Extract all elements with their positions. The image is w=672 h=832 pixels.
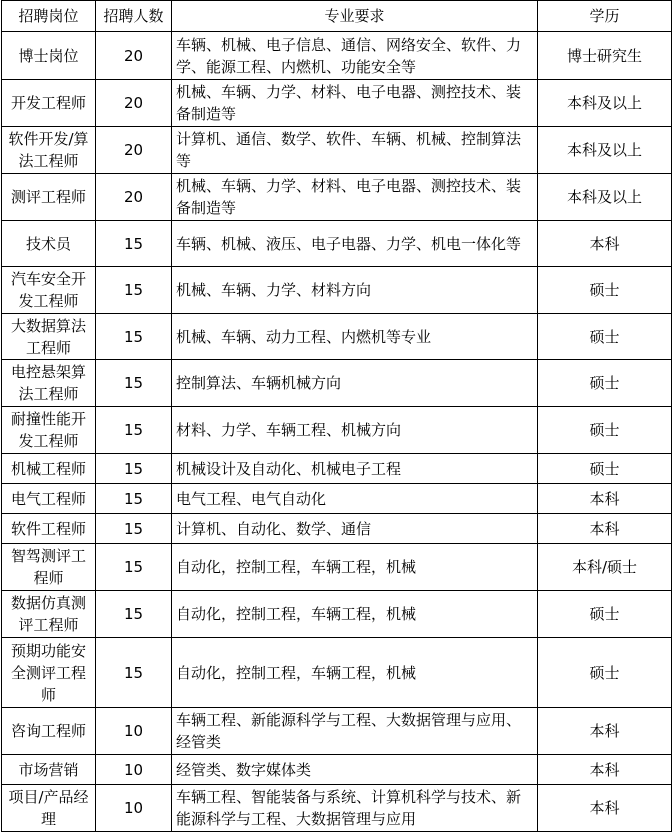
major-cell: 车辆、机械、液压、电子电器、力学、机电一体化等: [172, 221, 538, 267]
position-cell: 智驾测评工程师: [2, 544, 96, 591]
position-cell: 机械工程师: [2, 454, 96, 484]
count-cell: 15: [96, 360, 172, 407]
header-degree: 学历: [538, 1, 672, 32]
major-cell: 电气工程、电气自动化: [172, 484, 538, 514]
table-row: [2, 638, 672, 708]
count-cell: 15: [96, 407, 172, 454]
major-cell: 自动化，控制工程，车辆工程，机械: [172, 638, 538, 708]
header-count: 招聘人数: [96, 1, 172, 32]
position-cell: 数据仿真测评工程师: [2, 591, 96, 638]
count-cell: 15: [96, 221, 172, 267]
degree-cell: 本科/硕士: [538, 544, 672, 591]
table-row: [2, 454, 672, 484]
count-cell: 15: [96, 514, 172, 544]
major-cell: 车辆工程、智能装备与系统、计算机科学与技术、新能源科学与工程、大数据管理与应用: [172, 785, 538, 832]
count-cell: 15: [96, 454, 172, 484]
major-cell: 机械、车辆、动力工程、内燃机等专业: [172, 314, 538, 360]
position-cell: 大数据算法工程师: [2, 314, 96, 360]
major-cell: 自动化，控制工程，车辆工程，机械: [172, 544, 538, 591]
position-cell: 软件开发/算法工程师: [2, 127, 96, 174]
count-cell: 15: [96, 591, 172, 638]
table-row: [2, 127, 672, 174]
major-cell: 计算机、通信、数学、软件、车辆、机械、控制算法等: [172, 127, 538, 174]
degree-cell: 硕士: [538, 360, 672, 407]
degree-cell: 本科: [538, 484, 672, 514]
major-cell: 控制算法、车辆机械方向: [172, 360, 538, 407]
table-row: [2, 80, 672, 127]
count-cell: 15: [96, 267, 172, 314]
count-cell: 20: [96, 32, 172, 80]
position-cell: 博士岗位: [2, 32, 96, 80]
count-cell: 20: [96, 127, 172, 174]
table-row: [2, 221, 672, 267]
header-position: 招聘岗位: [2, 1, 96, 32]
position-cell: 软件工程师: [2, 514, 96, 544]
major-cell: 机械、车辆、力学、材料方向: [172, 267, 538, 314]
position-cell: 电控悬架算法工程师: [2, 360, 96, 407]
count-cell: 15: [96, 484, 172, 514]
count-cell: 20: [96, 80, 172, 127]
degree-cell: 本科及以上: [538, 127, 672, 174]
major-cell: 自动化，控制工程，车辆工程，机械: [172, 591, 538, 638]
position-cell: 电气工程师: [2, 484, 96, 514]
position-cell: 耐撞性能开发工程师: [2, 407, 96, 454]
table-row: [2, 267, 672, 314]
table-row: [2, 755, 672, 785]
degree-cell: 本科: [538, 785, 672, 832]
degree-cell: 本科: [538, 221, 672, 267]
degree-cell: 硕士: [538, 267, 672, 314]
table-row: [2, 708, 672, 755]
table-row: [2, 514, 672, 544]
table-row: [2, 360, 672, 407]
position-cell: 技术员: [2, 221, 96, 267]
major-cell: 车辆工程、新能源科学与工程、大数据管理与应用、经管类: [172, 708, 538, 755]
degree-cell: 硕士: [538, 314, 672, 360]
major-cell: 材料、力学、车辆工程、机械方向: [172, 407, 538, 454]
position-cell: 开发工程师: [2, 80, 96, 127]
degree-cell: 本科及以上: [538, 80, 672, 127]
position-cell: 预期功能安全测评工程师: [2, 638, 96, 708]
position-cell: 测评工程师: [2, 174, 96, 221]
position-cell: 市场营销: [2, 755, 96, 785]
position-cell: 项目/产品经理: [2, 785, 96, 832]
major-cell: 经管类、数字媒体类: [172, 755, 538, 785]
major-cell: 机械设计及自动化、机械电子工程: [172, 454, 538, 484]
degree-cell: 博士研究生: [538, 32, 672, 80]
header-row: [2, 1, 672, 32]
count-cell: 10: [96, 755, 172, 785]
header-major: 专业要求: [172, 1, 538, 32]
degree-cell: 硕士: [538, 407, 672, 454]
degree-cell: 本科: [538, 755, 672, 785]
major-cell: 机械、车辆、力学、材料、电子电器、测控技术、装备制造等: [172, 80, 538, 127]
major-cell: 计算机、自动化、数学、通信: [172, 514, 538, 544]
recruitment-table: [1, 0, 672, 832]
count-cell: 15: [96, 638, 172, 708]
major-cell: 车辆、机械、电子信息、通信、网络安全、软件、力学、能源工程、内燃机、功能安全等: [172, 32, 538, 80]
table-row: [2, 174, 672, 221]
table-row: [2, 314, 672, 360]
table-row: [2, 32, 672, 80]
count-cell: 10: [96, 785, 172, 832]
degree-cell: 本科及以上: [538, 174, 672, 221]
degree-cell: 硕士: [538, 454, 672, 484]
count-cell: 15: [96, 544, 172, 591]
degree-cell: 硕士: [538, 638, 672, 708]
table-row: [2, 591, 672, 638]
count-cell: 10: [96, 708, 172, 755]
position-cell: 咨询工程师: [2, 708, 96, 755]
count-cell: 15: [96, 314, 172, 360]
position-cell: 汽车安全开发工程师: [2, 267, 96, 314]
count-cell: 20: [96, 174, 172, 221]
table-row: [2, 785, 672, 832]
degree-cell: 硕士: [538, 591, 672, 638]
degree-cell: 本科: [538, 708, 672, 755]
table-row: [2, 407, 672, 454]
table-row: [2, 484, 672, 514]
major-cell: 机械、车辆、力学、材料、电子电器、测控技术、装备制造等: [172, 174, 538, 221]
degree-cell: 本科: [538, 514, 672, 544]
table-row: [2, 544, 672, 591]
